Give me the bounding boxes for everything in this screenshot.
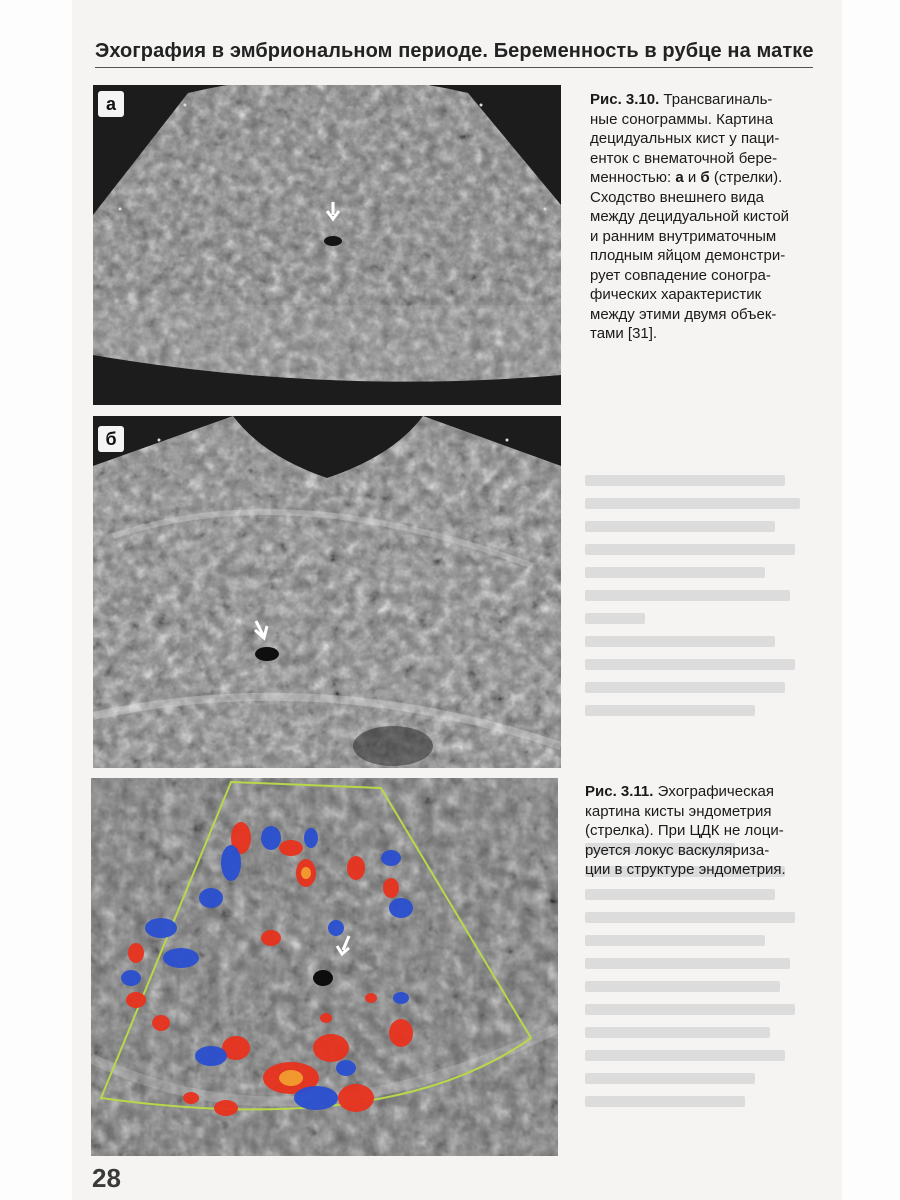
ultrasound-image-b xyxy=(93,416,561,768)
caption-title: Рис. 3.11. xyxy=(585,783,654,800)
caption-line: и ранним внутриматочным xyxy=(590,227,777,245)
figure-3-11-caption xyxy=(585,782,807,880)
caption-bold-b: б xyxy=(700,169,710,186)
panel-label-a: а xyxy=(98,91,124,117)
caption-line: ные сонограммы. Картина xyxy=(590,110,774,128)
caption-line: енток с внематочной бере- xyxy=(590,149,778,167)
caption-line: плодным яйцом демонстри- xyxy=(590,247,786,264)
caption-line: Эхографическая xyxy=(653,783,774,800)
caption-line: Сходство внешнего вида xyxy=(590,188,764,206)
caption-line: ции в структуре эндометрия. xyxy=(585,861,786,878)
decidual-cyst-a xyxy=(324,236,342,246)
caption-line: (стрелка). При ЦДК не лоци- xyxy=(585,822,784,839)
decidual-cyst-b xyxy=(255,647,279,661)
figure-3-10-caption xyxy=(590,90,812,344)
ultrasound-image-a xyxy=(93,85,561,405)
caption-line: тами [31]. xyxy=(590,325,658,342)
caption-line: децидуальных кист у паци- xyxy=(590,130,780,147)
caption-line: рует совпадение соногра- xyxy=(590,266,771,284)
caption-line: фических характеристик xyxy=(590,286,762,303)
running-header: Эхография в эмбриональном периоде. Беременность в рубце на матке xyxy=(95,40,814,62)
header-rule xyxy=(95,67,813,68)
caption-and: и xyxy=(683,169,701,186)
caption-line: менностью: xyxy=(590,169,676,186)
caption-line: картина кисты эндометрия xyxy=(585,802,772,820)
endometrial-cyst xyxy=(313,970,333,986)
doppler-ultrasound-image xyxy=(91,778,558,1156)
caption-line: Трансвагиналь- xyxy=(659,91,773,108)
caption-title: Рис. 3.10. xyxy=(590,91,660,108)
caption-line: между децидуальной кистой xyxy=(590,208,790,225)
caption-line: между этими двумя объек- xyxy=(590,305,777,323)
caption-bold-a: а xyxy=(675,169,684,186)
panel-label-b: б xyxy=(98,426,124,452)
page-number: 28 xyxy=(92,1163,121,1193)
caption-after: (стрелки). xyxy=(709,169,783,186)
caption-line: руется локус васкуляриза- xyxy=(585,841,770,859)
